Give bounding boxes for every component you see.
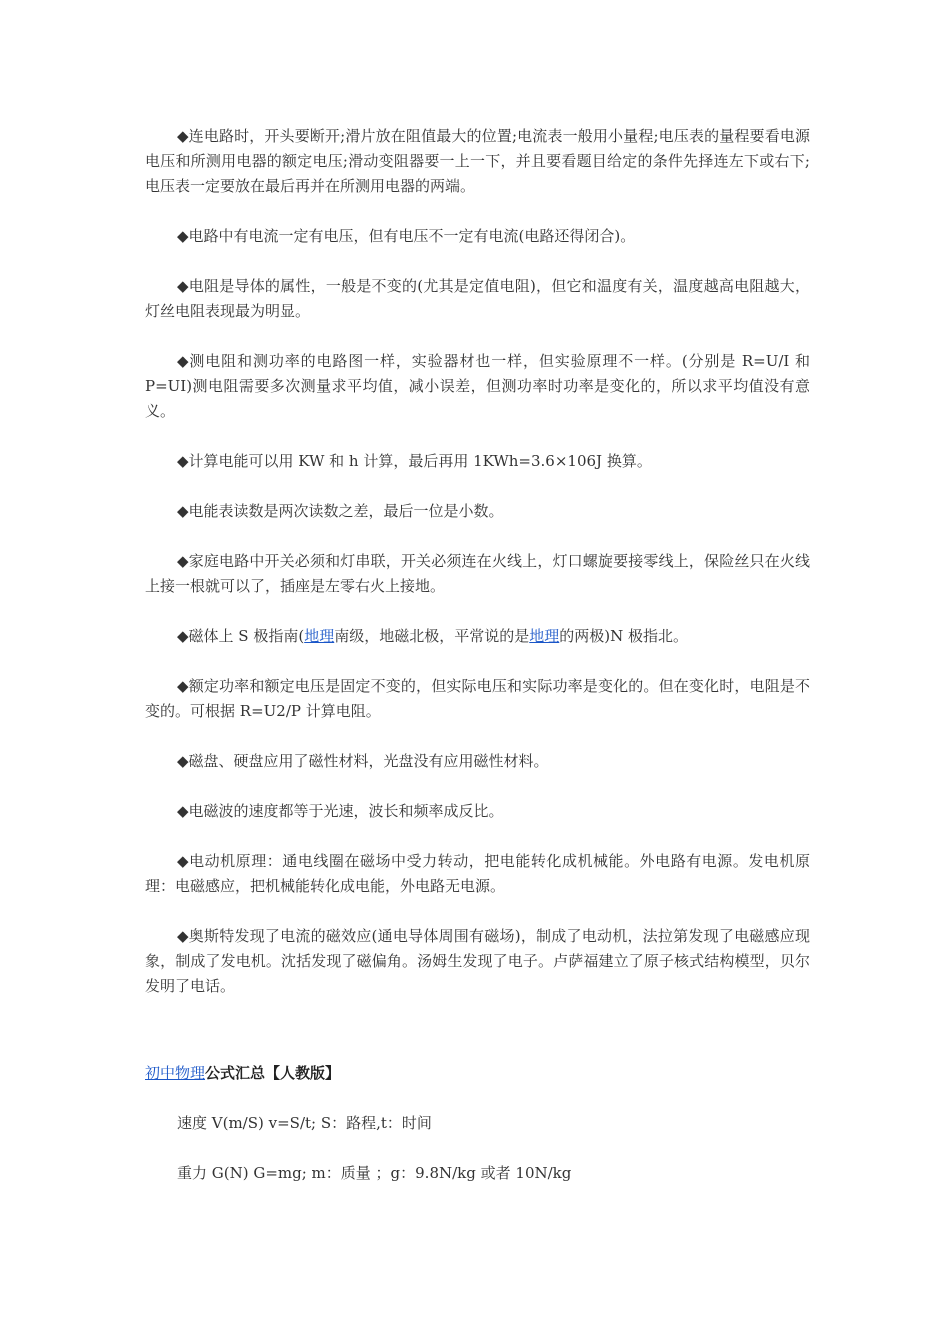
section-title-link[interactable]: 初中物理: [145, 1064, 206, 1082]
note-paragraph: [145, 924, 810, 999]
note-paragraph: [145, 674, 810, 724]
note-paragraph: [145, 799, 810, 824]
paragraph-text: ◆奥斯特发现了电流的磁效应(通电导体周围有磁场)，制成了电动机，法拉第发现了电磁感应现象，制成了发电机。沈括发现了磁偏角。汤姆生发现了电子。卢萨福建立了原子核式结构模型，贝尔发明了电话。: [145, 927, 810, 995]
note-paragraph: [145, 349, 810, 424]
note-paragraph: [145, 624, 810, 649]
paragraph-text: ◆电阻是导体的属性，一般是不变的(尤其是定值电阻)，但它和温度有关，温度越高电阻越大，灯丝电阻表现最为明显。: [145, 277, 810, 320]
document-page: [145, 124, 810, 1211]
note-paragraph: [145, 124, 810, 199]
formula-line: 速度 V(m/S) v=S/t; S：路程,t：时间: [177, 1114, 432, 1132]
formula-list: [145, 1111, 810, 1186]
note-paragraph: [145, 224, 810, 249]
paragraph-text: ◆测电阻和测功率的电路图一样，实验器材也一样，但实验原理不一样。(分别是 R=U/I 和 P=UI)测电阻需要多次测量求平均值，减小误差，但测功率时功率是变化的，所以求平均值没有意义。: [145, 352, 810, 420]
notes-list: [145, 124, 810, 999]
paragraph-text: ◆计算电能可以用 KW 和 h 计算，最后再用 1KWh=3.6×106J 换算。: [177, 452, 652, 470]
paragraph-text: 南级，地磁北极，平常说的是: [334, 627, 530, 645]
paragraph-text: ◆连电路时，开头要断开;滑片放在阻值最大的位置;电流表一般用小量程;电压表的量程要看电源电压和所测用电器的额定电压;滑动变阻器要一上一下，并且要看题目给定的条件先择连左下或右下;电压表一定要放在最后再并在所测用电器的两端。: [145, 127, 810, 195]
note-paragraph: [145, 274, 810, 324]
paragraph-text: 的两极)N 极指北。: [559, 627, 688, 645]
paragraph-text: ◆电动机原理：通电线圈在磁场中受力转动，把电能转化成机械能。外电路有电源。发电机原理：电磁感应，把机械能转化成电能，外电路无电源。: [145, 852, 810, 895]
paragraph-text: ◆电能表读数是两次读数之差，最后一位是小数。: [177, 502, 504, 520]
paragraph-text: ◆磁盘、硬盘应用了磁性材料，光盘没有应用磁性材料。: [177, 752, 549, 770]
note-paragraph: [145, 449, 810, 474]
paragraph-text: ◆磁体上 S 极指南(: [177, 627, 305, 645]
glossary-link[interactable]: 地理: [304, 627, 335, 645]
section-heading: [145, 1061, 810, 1086]
paragraph-text: ◆额定功率和额定电压是固定不变的，但实际电压和实际功率是变化的。但在变化时，电阻是不变的。可根据 R=U2/P 计算电阻。: [145, 677, 810, 720]
glossary-link[interactable]: 地理: [529, 627, 560, 645]
paragraph-text: ◆家庭电路中开关必须和灯串联，开关必须连在火线上，灯口螺旋要接零线上，保险丝只在火线上接一根就可以了，插座是左零右火上接地。: [145, 552, 810, 595]
note-paragraph: [145, 849, 810, 899]
note-paragraph: [145, 549, 810, 599]
note-paragraph: [145, 499, 810, 524]
formula-line: 重力 G(N) G=mg; m：质量 ；g：9.8N/kg 或者 10N/kg: [177, 1164, 572, 1182]
section-title-text: 公式汇总【人教版】: [205, 1064, 341, 1082]
paragraph-text: ◆电路中有电流一定有电压，但有电压不一定有电流(电路还得闭合)。: [177, 227, 636, 245]
note-paragraph: [145, 749, 810, 774]
paragraph-text: ◆电磁波的速度都等于光速，波长和频率成反比。: [177, 802, 504, 820]
